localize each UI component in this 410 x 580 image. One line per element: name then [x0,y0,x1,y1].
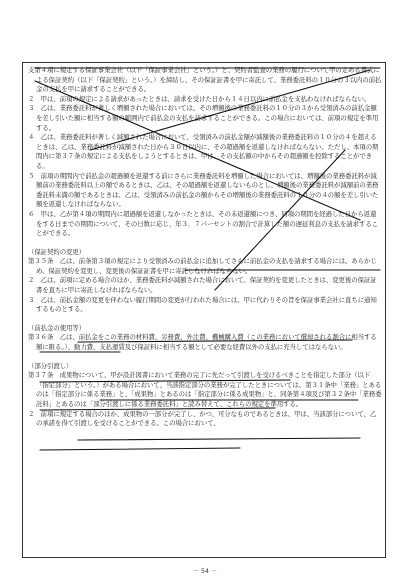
paragraph-3: ３ 乙は、業務委託料が著しく増額された場合においては、その増額後の業務委託料の１０分の３から受領済みの前払金額を差し引いた額に相当する額の範囲内で前払金の支払を請求することができる。この場合においては、前項の規定を準用する。 [28,104,379,132]
paragraph-2: ２ 甲は、前項の規定による請求があったときは、請求を受けた日から１４日以内に前払金を支払わなければならない。 [28,94,371,103]
article-35-item-3: ３ 乙は、前払金額の変更を伴わない履行期間の変更が行われた場合には、甲に代わりその旨を保証事業会社に直ちに通知するものとする。 [28,295,377,314]
paragraph-6: ６ 甲は、乙が第４項の期間内に超過額を返還しなかったときは、その未返還額につき、同項の期間を経過した日から返還をする日までの期間について、その日数に応じ、年３．７パーセントの割合で計算した額の遅延利息の支払を請求することができる。 [28,209,379,238]
paragraph-4: ４ 乙は、業務委託料が著しく減額された場合において、受領済みの前払金額が減額後の業務委託料の１０分の４を超えるときは、乙は、業務委託料が減額された日から３０日以内に、その超過額を返還しなければならない。ただし、本項の期間内に第３７条の規定による支払をしようとするときは、甲は、その支払額の中からその超過額を控除することができる。 [28,133,379,170]
article-36: 第３６条 乙は、前払金をこの業務の材料費、労務費、外注費、機械購入費（この業務において償却される割合に相当する額に限る。）、動力費、支払運賃及び保証料に相当する額として必要な経費以外の支払に充当してはならない。 [28,333,377,352]
section-37-heading: （部分引渡し） [28,361,73,370]
section-36-heading: （前払金の使用等） [28,323,86,332]
article-35-item-2: ２ 乙は、前項に定める場合のほか、業務委託料が減額された場合において、保証契約を変更したときは、変更後の保証証書を直ちに甲に寄託しなければならない。 [28,276,377,295]
document-body [28,66,382,429]
page-number: － 54 － [192,568,218,575]
article-35: 第３５条 乙は、前条第３項の規定により受領済みの前払金に追加してさらに前払金の支払を請求する場合には、あらかじめ、保証契約を変更し、変更後の保証証書を甲に寄託しなければならない。 [28,257,377,275]
paragraph-1: 支第４項に規定する保証事業会社（以下「保証事業会社」という。）と、契約者監査の業務の履行について甲の定める書式による保証契約（以下「保証契約」という。）を締結し、その保証証書を甲に寄託して、業務委託料の１０分の３以内の前払金の支払を甲に請求することができる。 [28,66,382,94]
paragraph-5: ５ 前項の期間内で前払金の超過額を返還する前にさらに業務委託料を増額した場合においては、増額後の業務委託料が減額前の業務委託料以上の額であるときは、乙は、その超過額を返還しないものとし、増額後の業務委託料が減額前の業務委託料未満の額であるときは、乙は、受領済みの前払金の額からその増額後の業務委託料の１０分の４の額を差し引いた額を返還しなければならない。 [28,171,379,209]
article-37: 第３７条 成果物について、甲が設計図書において業務の完了に先だって引渡しを受けるべきことを指定した部分（以下「指定部分」という。）がある場合において、当該指定部分の業務が完了したときについては、第３１条中「業務」とあるのは「指定部分に係る業務」と、「成果物」とあるのは「指定部分に係る成果物」と、同条第４項及び第３２条中「業務委託料」とあるのは「部分引渡しに係る業務委託料」と読み替えて、これらの規定を準用する。 [28,371,382,408]
section-35-heading: （保証契約の変更） [28,247,86,256]
article-37-item-2: ２ 前項に規定する場合のほか、成果物の一部分が完了し、かつ、可分なものであるときは、甲は、当該部分について、乙の承諾を得て引渡しを受けることができる。この場合において、 [28,409,377,428]
